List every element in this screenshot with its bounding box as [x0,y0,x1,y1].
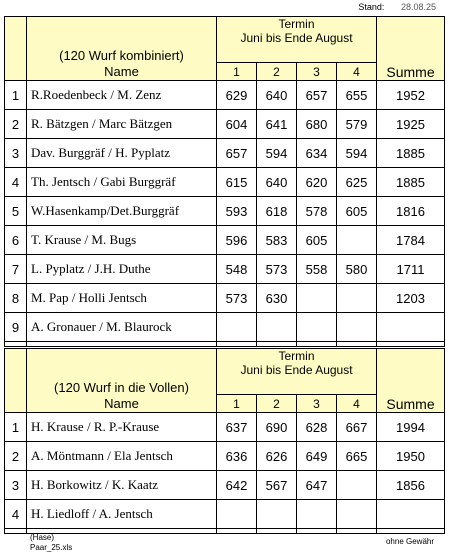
table-row [5,197,445,226]
name-cell: M. Pap / Holli Jentsch [27,284,217,313]
score-cell [337,226,377,255]
table-end-row [5,342,445,347]
score-cell [297,500,337,529]
score-cell: 594 [257,139,297,168]
score-cell: 605 [337,197,377,226]
table-row [5,81,445,110]
rank-cell: 8 [5,284,27,313]
name-cell: A. Möntmann / Ela Jentsch [27,442,217,471]
name-cell: W.Hasenkamp/Det.Burggräf [27,197,217,226]
score-cell [217,500,257,529]
name-cell: T. Krause / M. Bugs [27,226,217,255]
name-cell: Th. Jentsch / Gabi Burggräf [27,168,217,197]
score-cell: 583 [257,226,297,255]
score-cell: 615 [217,168,257,197]
summe-header: Summe [377,17,445,81]
stand-line [358,2,436,12]
score-cell: 640 [257,168,297,197]
table-row [5,168,445,197]
score-cell: 573 [257,255,297,284]
round-header: 2 [257,63,297,81]
title-text: (120 Wurf in die Vollen) [54,380,189,395]
sum-cell: 1816 [377,197,445,226]
sum-cell: 1950 [377,442,445,471]
score-cell: 630 [257,284,297,313]
score-cell: 641 [257,110,297,139]
score-cell [337,284,377,313]
rank-cell: 2 [5,442,27,471]
table-row [5,110,445,139]
score-cell: 665 [337,442,377,471]
sum-cell: 1925 [377,110,445,139]
score-cell [297,313,337,342]
score-cell: 604 [217,110,257,139]
rank-cell: 6 [5,226,27,255]
score-cell: 626 [257,442,297,471]
stand-date: 28.08.25 [400,2,436,12]
table-vollen [4,348,445,534]
round-header: 2 [257,395,297,413]
score-cell: 620 [297,168,337,197]
score-cell: 548 [217,255,257,284]
score-cell: 667 [337,413,377,442]
score-cell: 593 [217,197,257,226]
table-row [5,413,445,442]
score-cell: 596 [217,226,257,255]
period-label: Juni bis Ende August [240,31,353,45]
table-row [5,284,445,313]
table-row [5,471,445,500]
rank-cell: 1 [5,413,27,442]
score-cell [217,313,257,342]
score-cell: 628 [297,413,337,442]
sum-cell: 1711 [377,255,445,284]
summe-header: Summe [377,349,445,413]
score-cell: 655 [337,81,377,110]
sum-cell [377,313,445,342]
footer-hase: (Hase) [30,533,55,542]
rank-cell: 5 [5,197,27,226]
score-cell [337,471,377,500]
name-cell: A. Gronauer / M. Blaurock [27,313,217,342]
score-cell: 642 [217,471,257,500]
score-cell: 647 [297,471,337,500]
score-cell: 637 [217,413,257,442]
title-text: (120 Wurf kombiniert) [59,48,184,63]
score-cell: 657 [217,139,257,168]
name-cell: R. Bätzgen / Marc Bätzgen [27,110,217,139]
table-row [5,255,445,284]
name-header: Name [104,396,139,411]
rank-cell: 2 [5,110,27,139]
name-cell: H. Krause / R. P.-Krause [27,413,217,442]
footer-file: Paar_25.xls [30,543,73,552]
rank-cell: 4 [5,168,27,197]
table-title [27,17,217,81]
score-cell: 680 [297,110,337,139]
name-cell: R.Roedenbeck / M. Zenz [27,81,217,110]
table-row [5,313,445,342]
score-cell: 605 [297,226,337,255]
sum-cell: 1203 [377,284,445,313]
period-label: Juni bis Ende August [240,363,353,377]
termin-header [217,349,377,395]
rank-cell: 1 [5,81,27,110]
score-cell [337,313,377,342]
stand-label: Stand: [358,2,385,12]
score-cell [337,500,377,529]
name-cell: H. Borkowitz / K. Kaatz [27,471,217,500]
rank-cell: 3 [5,139,27,168]
score-cell [297,284,337,313]
table-row [5,500,445,529]
score-cell: 594 [337,139,377,168]
round-header: 4 [337,63,377,81]
score-cell: 618 [257,197,297,226]
rank-cell: 9 [5,313,27,342]
sum-cell: 1885 [377,139,445,168]
score-cell: 690 [257,413,297,442]
table-title [27,349,217,413]
name-cell: L. Pyplatz / J.H. Duthe [27,255,217,284]
round-header: 3 [297,395,337,413]
score-cell: 579 [337,110,377,139]
sum-cell: 1952 [377,81,445,110]
footer-left [30,533,72,553]
score-cell: 625 [337,168,377,197]
score-cell: 573 [217,284,257,313]
rank-cell: 7 [5,255,27,284]
score-cell: 580 [337,255,377,284]
round-header: 4 [337,395,377,413]
rank-cell: 3 [5,471,27,500]
score-cell: 640 [257,81,297,110]
sum-cell: 1856 [377,471,445,500]
sum-cell: 1885 [377,168,445,197]
score-cell: 567 [257,471,297,500]
score-cell: 649 [297,442,337,471]
header-spacer [5,349,27,413]
name-header: Name [104,64,139,79]
table-row [5,442,445,471]
name-cell: H. Liedloff / A. Jentsch [27,500,217,529]
footer-disclaimer: ohne Gewähr [385,537,434,546]
score-cell: 634 [297,139,337,168]
header-spacer [5,17,27,81]
table-row [5,139,445,168]
sum-cell: 1784 [377,226,445,255]
rank-cell: 4 [5,500,27,529]
sum-cell [377,500,445,529]
name-cell: Dav. Burggräf / H. Pyplatz [27,139,217,168]
table-row [5,226,445,255]
score-cell: 636 [217,442,257,471]
termin-label: Termin [278,17,315,31]
table-kombiniert [4,16,445,347]
termin-label: Termin [278,349,315,363]
score-cell: 558 [297,255,337,284]
score-cell [257,313,297,342]
sum-cell: 1994 [377,413,445,442]
score-cell: 657 [297,81,337,110]
score-cell [257,500,297,529]
round-header: 1 [217,63,257,81]
score-cell: 578 [297,197,337,226]
round-header: 3 [297,63,337,81]
termin-header [217,17,377,63]
round-header: 1 [217,395,257,413]
score-cell: 629 [217,81,257,110]
